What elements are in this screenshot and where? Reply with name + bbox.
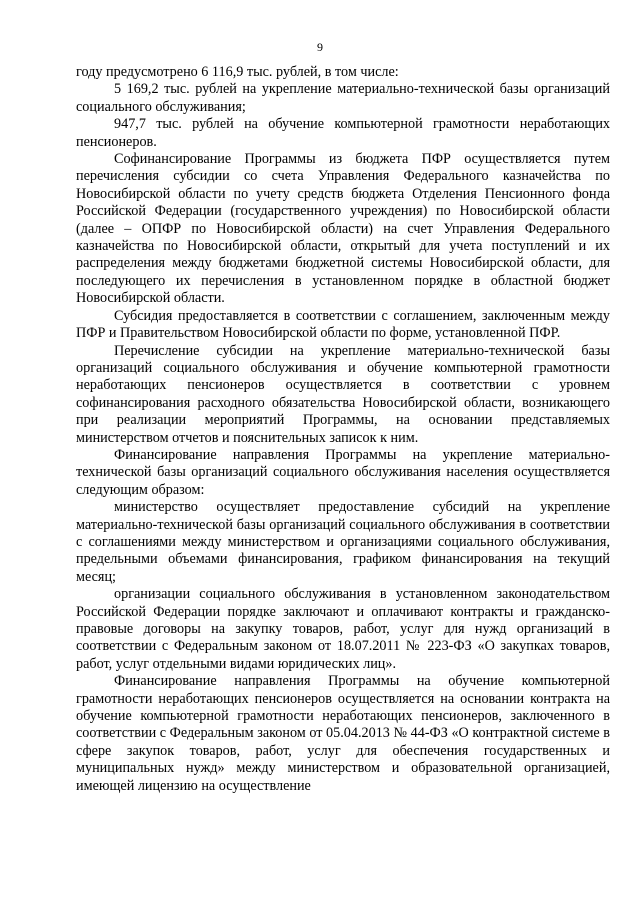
paragraph-3: 947,7 тыс. рублей на обучение компьютерной грамотности неработающих пенсионеров. xyxy=(76,116,610,150)
paragraph-8: министерство осуществляет предоставление субсидий на укрепление материально-технической базы организаций социального обслуживания в соответствии с соглашениями между министерством и организациями социального обслуживания, предельными объемами финансирования, графиком финансирования на текущий месяц; xyxy=(76,499,610,585)
page-number: 9 xyxy=(317,40,323,54)
paragraph-9: организации социального обслуживания в установленном законодательством Российской Федерации порядке заключают и оплачивают контракты и гражданско-правовые договоры на закупку товаров, работ, услуг для нужд организаций в соответствии с Федеральным законом от 18.07.2011 № 223-ФЗ «О закупках товаров, работ, услуг отдельными видами юридических лиц». xyxy=(76,586,610,672)
paragraph-5: Субсидия предоставляется в соответствии с соглашением, заключенным между ПФР и Правительством Новосибирской области по форме, установленной ПФР. xyxy=(76,307,610,342)
paragraph-7: Финансирование направления Программы на укрепление материально-технической базы организаций социального обслуживания населения осуществляется следующим образом: xyxy=(76,446,610,498)
paragraph-4: Софинансирование Программы из бюджета ПФР осуществляется путем перечисления субсидии со счета Управления Федерального казначейства по Новосибирской области по учету средств бюджета Отделения Пенсионного фонда Российской Федерации (государственного учреждения) по Новосибирской области (далее – ОПФР по Новосибирской области) на счет Управления Федерального казначейства по Новосибирской области, открытый для учета поступлений и их распределения между бюджетами бюджетной системы Новосибирской области, для последующего их перечисления в установленном порядке в областной бюджет Новосибирской области. xyxy=(76,151,610,307)
paragraph-2: 5 169,2 тыс. рублей на укрепление материально-технической базы организаций социального обслуживания; xyxy=(76,81,610,115)
document-body xyxy=(76,64,610,795)
paragraph-6: Перечисление субсидии на укрепление материально-технической базы организаций социального обслуживания и обучение компьютерной грамотности неработающих пенсионеров осуществляется в соответствии с уровнем софинансирования расходного обязательства Новосибирской области, возникающего при реализации мероприятий Программы, на основании представляемых министерством отчетов и пояснительных записок к ним. xyxy=(76,342,610,446)
paragraph-1: году предусмотрено 6 116,9 тыс. рублей, в том числе: xyxy=(76,64,399,80)
paragraph-10: Финансирование направления Программы на обучение компьютерной грамотности неработающих пенсионеров осуществляется на основании контракта на обучение компьютерной грамотности неработающих пенсионеров, заключенного в соответствии с Федеральным законом от 05.04.2013 № 44-ФЗ «О контрактной системе в сфере закупок товаров, работ, услуг для обеспечения государственных и муниципальных нужд» между министерством и образовательной организацией, имеющей лицензию на осуществление xyxy=(76,673,610,794)
